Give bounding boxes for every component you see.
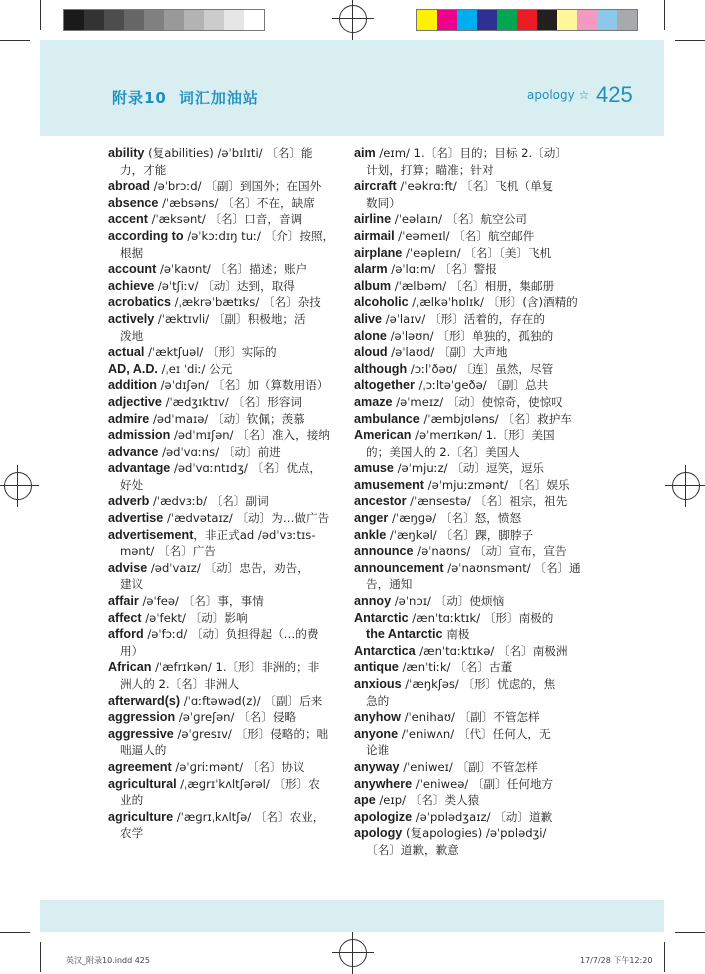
color-swatch [457, 10, 477, 30]
registration-mark-icon [672, 472, 700, 500]
crop-mark [664, 0, 665, 30]
headword: antique [354, 660, 399, 675]
headword: achieve [108, 278, 155, 293]
definition: /əˈmerɪkən/ 1.〔形〕美国 [411, 428, 555, 443]
dictionary-entry [108, 593, 340, 610]
definition: /ˈædvətaɪz/ 〔动〕为…做广告 [163, 511, 330, 526]
headword: apology [354, 826, 403, 841]
dictionary-entry [354, 493, 582, 510]
definition: /ænˈtɑːktɪk/ 〔形〕南极的 [408, 610, 554, 625]
headword: ability [108, 146, 145, 160]
definition-continued: 好处 [120, 477, 144, 492]
dictionary-entry [108, 527, 340, 560]
dictionary-entry [354, 394, 582, 411]
dictionary-entry [354, 809, 582, 826]
crop-mark [40, 0, 41, 30]
definition: /ˈædʒɪktɪv/ 〔名〕形容词 [161, 394, 303, 409]
headword: absence [108, 195, 159, 210]
dictionary-entry [108, 809, 340, 842]
definition: /əˈmjuːzmənt/ 〔名〕娱乐 [424, 477, 570, 492]
dictionary-entry [354, 676, 582, 709]
headword: according to [108, 228, 184, 243]
headword: aggressive [108, 726, 174, 741]
color-swatch [537, 10, 557, 30]
headword: account [108, 262, 157, 277]
definition: /ˈædvɜːb/ 〔名〕副词 [149, 494, 269, 509]
definition-continued: 洲人的 2.〔名〕非洲人 [120, 677, 240, 691]
headword: ambulance [354, 411, 420, 426]
color-swatch [557, 10, 577, 30]
crop-mark [675, 40, 705, 41]
dictionary-entry [354, 477, 582, 494]
headword: alone [354, 328, 387, 343]
dictionary-entry [354, 178, 582, 211]
definition: /ədˈmaɪə/ 〔动〕钦佩；羡慕 [149, 411, 305, 426]
definition: /əˈləʊn/ 〔形〕单独的，孤独的 [386, 328, 554, 343]
definition: /ænˈtiːk/ 〔名〕古董 [398, 660, 513, 675]
dictionary-entry [354, 759, 582, 776]
dictionary-entry [354, 411, 582, 428]
headword: anyone [354, 726, 399, 741]
headword: afterward(s) [108, 693, 181, 708]
dictionary-entry [354, 560, 582, 593]
headword: apologize [354, 809, 413, 824]
definition: /ˈeniwʌn/ 〔代〕任何人，无 [398, 726, 551, 741]
definition: /eɪm/ 1.〔名〕目的；目标 2.〔动〕 [375, 146, 567, 160]
dictionary-entry [354, 361, 582, 378]
color-swatch [517, 10, 537, 30]
definition: 南极 [442, 627, 470, 642]
dictionary-entry [354, 626, 582, 643]
definition-continued: 的；美国人的 2.〔名〕美国人 [366, 444, 520, 459]
definition: /ˈænsestə/ 〔名〕祖宗，祖先 [406, 494, 568, 509]
definition: /əˈpɒlədʒaɪz/ 〔动〕道歉 [412, 809, 553, 824]
headword: afford [108, 627, 144, 642]
headword: agricultural [108, 776, 177, 791]
definition: /ˌælkəˈhɒlɪk/ 〔形〕(含)酒精的 [408, 295, 578, 310]
dictionary-entry [354, 328, 582, 345]
headword: Antarctica [354, 643, 416, 658]
dictionary-entry [108, 709, 340, 726]
dictionary-entry [108, 626, 340, 659]
color-swatch [64, 10, 84, 30]
dictionary-entry [108, 427, 340, 444]
crop-mark [0, 932, 30, 933]
headword: amusement [354, 477, 424, 492]
definition: /əˈlɑːm/ 〔名〕警报 [387, 262, 497, 277]
definition: /ˈæktɪvli/ 〔副〕积极地；活 [154, 311, 306, 326]
definition: /ˈæɡrɪˌkʌltʃə/ 〔名〕农业， [173, 809, 325, 824]
definition: /əˈlaʊd/ 〔副〕大声地 [387, 345, 508, 360]
headword: advertisement [108, 527, 194, 542]
definition: /ˈæmbjʊləns/ 〔名〕救护车 [419, 411, 572, 426]
headword: advise [108, 560, 148, 575]
color-swatch [244, 10, 264, 30]
dictionary-entry [108, 460, 340, 493]
registration-mark-icon [339, 939, 367, 967]
definition: /əˈɡriːmənt/ 〔名〕协议 [171, 759, 305, 774]
headword: altogether [354, 378, 415, 393]
color-swatch [417, 10, 437, 30]
definition-continued: 用） [120, 643, 144, 658]
definition: /ɔːlˈðəʊ/ 〔连〕虽然，尽管 [407, 361, 554, 376]
dictionary-entry [108, 261, 340, 278]
color-swatch [577, 10, 597, 30]
dictionary-entry [108, 693, 340, 710]
dictionary-entry [108, 311, 340, 344]
process-color-bar [416, 9, 638, 31]
dictionary-entry [108, 610, 340, 627]
headword: anyway [354, 759, 400, 774]
definition: /əˈfeə/ 〔名〕事，事情 [138, 594, 264, 609]
definition: /əˈmjuːz/ 〔动〕逗笑，逗乐 [393, 461, 545, 476]
definition-continued: mənt/ 〔名〕广告 [120, 544, 216, 559]
definition: /ˈæksənt/ 〔名〕口音，音调 [147, 212, 303, 227]
color-swatch [164, 10, 184, 30]
definition: /ˈæktʃuəl/ 〔形〕实际的 [144, 345, 277, 360]
dictionary-entry [108, 659, 340, 692]
definition: /ədˈvɑːns/ 〔动〕前进 [158, 444, 281, 459]
definition: /ˈeəkrɑːft/ 〔名〕飞机（单复 [396, 179, 554, 194]
registration-mark-icon [339, 5, 367, 33]
definition: /əˈdɪʃən/ 〔名〕加（算数用语） [156, 378, 329, 393]
definition: (复abilities) /əˈbɪlɪti/ 〔名〕能 [144, 146, 313, 160]
headword: annoy [354, 594, 392, 609]
definition: /ˈæbsəns/ 〔名〕不在，缺席 [158, 195, 315, 210]
headword: advantage [108, 461, 171, 476]
dictionary-entry [108, 394, 340, 411]
definition: /ˈeniweə/ 〔副〕任何地方 [412, 776, 554, 791]
headword: the Antarctic [366, 627, 443, 642]
dictionary-entry [354, 460, 582, 477]
dictionary-entry [354, 311, 582, 328]
definition-continued: 急的 [366, 693, 390, 708]
headword: anywhere [354, 776, 413, 791]
footer-band [40, 900, 664, 932]
dictionary-entry [108, 776, 340, 809]
definition: /əˈnaʊnsmənt/ 〔名〕通 [443, 560, 581, 575]
headword: ancestor [354, 494, 407, 509]
grayscale-color-bar [63, 9, 265, 31]
definition-continued: 泼地 [120, 328, 144, 343]
color-swatch [144, 10, 164, 30]
headword: affair [108, 594, 139, 609]
headword: alcoholic [354, 295, 409, 310]
dictionary-entry [354, 792, 582, 809]
headword: alarm [354, 262, 388, 277]
dictionary-entry [108, 510, 340, 527]
headword: amuse [354, 461, 394, 476]
dictionary-entry [108, 411, 340, 428]
headword: advance [108, 444, 159, 459]
dictionary-entry [108, 444, 340, 461]
headword: airline [354, 212, 392, 227]
definition: /ˈɑːftəwəd(z)/ 〔副〕后来 [180, 693, 323, 708]
definition: /ˈeniweɪ/ 〔副〕不管怎样 [399, 759, 538, 774]
color-swatch [84, 10, 104, 30]
dictionary-entry [108, 195, 340, 212]
headword: ape [354, 793, 376, 808]
definition: /ænˈtɑːktɪkə/ 〔名〕南极洲 [415, 643, 568, 658]
definition-continued: 咄逼人的 [120, 743, 167, 758]
definition: /ˌeɪ ˈdiː/ 公元 [157, 361, 233, 376]
dictionary-entry [108, 228, 340, 261]
section-title: 词汇加油站 [178, 89, 259, 107]
headword: agriculture [108, 809, 174, 824]
definition: /ˈæfrɪkən/ 1.〔形〕非洲的；非 [151, 660, 320, 675]
dictionary-entry [108, 344, 340, 361]
headword: announce [354, 544, 414, 559]
definition: /əˈkaʊnt/ 〔名〕描述；账户 [156, 262, 308, 277]
definition: ，非正式ad /ədˈvɜːtɪs- [193, 527, 316, 542]
dictionary-entry [354, 543, 582, 560]
dictionary-entry [354, 294, 582, 311]
color-swatch [104, 10, 124, 30]
headword: anyhow [354, 710, 401, 725]
color-swatch [204, 10, 224, 30]
footer-timestamp: 17/7/28 下午12:20 [580, 956, 653, 965]
definition: /ˈeəmeɪl/ 〔名〕航空邮件 [394, 228, 535, 243]
definition-continued: 〔名〕道歉，歉意 [366, 842, 459, 857]
definition: /əˈfɔːd/ 〔动〕负担得起（…的费 [143, 627, 319, 642]
definition-continued: 农学 [120, 826, 144, 841]
headword: aloud [354, 345, 388, 360]
dictionary-entry [354, 610, 582, 627]
headword: abroad [108, 179, 150, 194]
definition: /əˈlaɪv/ 〔形〕活着的，存在的 [382, 311, 545, 326]
definition: /ˈæŋkʃəs/ 〔形〕忧虑的，焦 [401, 677, 556, 691]
definition-continued: 业的 [120, 793, 144, 808]
definition: /ˌæɡrɪˈkʌltʃərəl/ 〔形〕农 [176, 776, 320, 791]
crop-mark [40, 942, 41, 972]
dictionary-entry [354, 377, 582, 394]
definition: /əˈkɔːdɪŋ tuː/ 〔介〕按照， [183, 228, 335, 243]
color-swatch [224, 10, 244, 30]
headword: anxious [354, 677, 402, 691]
definition: /əˈmeɪz/ 〔动〕使惊奇，使惊叹 [392, 394, 563, 409]
headword: American [354, 428, 412, 443]
headword: adverb [108, 494, 150, 509]
definition: /ədˈmɪʃən/ 〔名〕准入，接纳 [170, 428, 330, 443]
headword: aircraft [354, 179, 397, 194]
definition: /əˈfekt/ 〔动〕影响 [141, 610, 248, 625]
dictionary-entry [354, 145, 582, 178]
crop-mark [0, 40, 30, 41]
headword: advertise [108, 511, 164, 526]
left-column [108, 145, 340, 842]
dictionary-entry [108, 377, 340, 394]
definition: /eɪp/ 〔名〕类人猿 [375, 793, 480, 808]
definition-continued: 根据 [120, 245, 144, 260]
headword: ankle [354, 527, 387, 542]
dictionary-entry [108, 211, 340, 228]
definition-continued: 建议 [120, 577, 144, 592]
guide-word: apology ☆ [527, 88, 590, 102]
headword: actual [108, 345, 145, 360]
dictionary-entry [354, 776, 582, 793]
dictionary-entry [354, 825, 582, 858]
color-swatch [124, 10, 144, 30]
footer-filename: 英汉_附录10.indd 425 [66, 956, 150, 965]
definition: /ˈenihaʊ/ 〔副〕不管怎样 [400, 710, 540, 725]
definition: /ədˈvɑːntɪdʒ/ 〔名〕优点， [170, 461, 322, 476]
dictionary-entry [354, 726, 582, 759]
headword: admire [108, 411, 150, 426]
color-swatch [497, 10, 517, 30]
headword: airmail [354, 228, 395, 243]
dictionary-entry [354, 643, 582, 660]
headword: album [354, 278, 392, 293]
dictionary-entry [354, 427, 582, 460]
headword: alive [354, 311, 383, 326]
color-swatch [477, 10, 497, 30]
right-column [354, 145, 582, 859]
definition-continued: 论谁 [366, 743, 390, 758]
definition: (复apologies) /əˈpɒlədʒi/ [402, 826, 547, 841]
definition: /ˌɔːltəˈɡeðə/ 〔副〕总共 [414, 378, 549, 393]
dictionary-entry [354, 659, 582, 676]
color-swatch [617, 10, 637, 30]
dictionary-entry [354, 344, 582, 361]
dictionary-entry [354, 709, 582, 726]
headword: AD, A.D. [108, 361, 158, 376]
dictionary-entry [354, 228, 582, 245]
definition: /ˈeəpleɪn/ 〔名〕〔美〕飞机 [402, 245, 552, 260]
headword: aggression [108, 710, 176, 725]
headword: Antarctic [354, 610, 409, 625]
dictionary-entry [108, 493, 340, 510]
dictionary-entry [354, 261, 582, 278]
dictionary-entry [108, 178, 340, 195]
definition: /əˈnaʊns/ 〔动〕宣布，宣告 [413, 544, 567, 559]
definition: /əˈnɔɪ/ 〔动〕使烦恼 [391, 594, 505, 609]
definition: /ˈælbəm/ 〔名〕相册，集邮册 [391, 278, 555, 293]
dictionary-entry [108, 560, 340, 593]
dictionary-entry [108, 361, 340, 378]
dictionary-entry [354, 278, 582, 295]
definition-continued: 力，才能 [120, 162, 167, 177]
color-swatch [597, 10, 617, 30]
definition-continued: 数同） [366, 195, 401, 210]
definition: /ˈæŋɡə/ 〔名〕怒，愤怒 [388, 511, 522, 526]
headword: announcement [354, 560, 444, 575]
section-heading [112, 87, 259, 108]
headword: actively [108, 311, 155, 326]
dictionary-entry [354, 510, 582, 527]
dictionary-entry [108, 759, 340, 776]
definition: /ədˈvaɪz/ 〔动〕忠告，劝告， [147, 560, 309, 575]
dictionary-entry [108, 278, 340, 295]
definition: /əˈɡresɪv/ 〔形〕侵略的；咄 [173, 726, 329, 741]
page-number: 425 [596, 82, 633, 107]
headword: admission [108, 428, 171, 443]
registration-mark-icon [4, 472, 32, 500]
headword: although [354, 361, 408, 376]
dictionary-entry [354, 245, 582, 262]
headword: accent [108, 212, 148, 227]
headword: amaze [354, 394, 393, 409]
headword: acrobatics [108, 295, 171, 310]
headword: airplane [354, 245, 403, 260]
headword: agreement [108, 759, 172, 774]
definition: /əˈtʃiːv/ 〔动〕达到，取得 [154, 278, 295, 293]
headword: African [108, 660, 152, 675]
dictionary-entry [354, 527, 582, 544]
headword: adjective [108, 394, 162, 409]
crop-mark [664, 942, 665, 972]
color-swatch [437, 10, 457, 30]
definition: /ˌækrəˈbætɪks/ 〔名〕杂技 [171, 295, 321, 310]
dictionary-entry [108, 145, 340, 178]
definition-continued: 告，通知 [366, 577, 413, 592]
headword: addition [108, 378, 157, 393]
definition: /ˈeəlaɪn/ 〔名〕航空公司 [391, 212, 527, 227]
dictionary-entry [108, 294, 340, 311]
headword: aim [354, 146, 376, 160]
appendix-label: 附录10 [112, 89, 167, 107]
definition: /əˈbrɔːd/ 〔副〕到国外；在国外 [150, 179, 322, 194]
dictionary-entry [354, 593, 582, 610]
dictionary-entry [354, 211, 582, 228]
dictionary-entry [108, 726, 340, 759]
definition: /ˈæŋkəl/ 〔名〕踝，脚脖子 [386, 527, 534, 542]
color-swatch [184, 10, 204, 30]
headword: affect [108, 610, 142, 625]
definition: /əˈɡreʃən/ 〔名〕侵略 [175, 710, 297, 725]
crop-mark [675, 932, 705, 933]
headword: anger [354, 511, 389, 526]
definition-continued: 计划，打算；瞄准；针对 [366, 162, 494, 177]
